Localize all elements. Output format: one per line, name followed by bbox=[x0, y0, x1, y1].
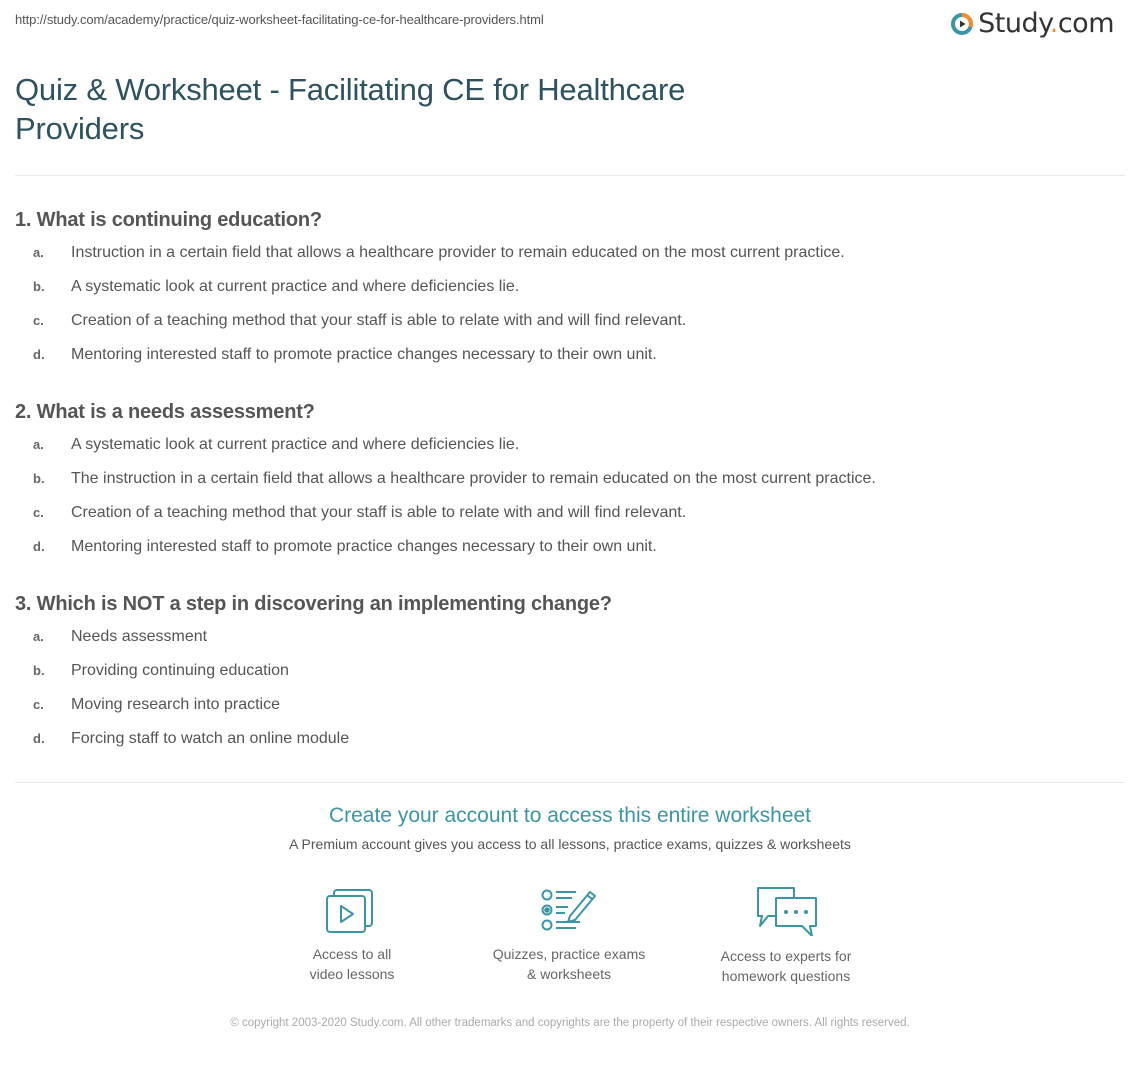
answer-text: Creation of a teaching method that your staff is able to relate with and will find relevant. bbox=[71, 312, 687, 329]
answer-text: The instruction in a certain field that allows a healthcare provider to remain educated on the most current practice. bbox=[71, 470, 876, 487]
feature-label-line1: Access to experts for bbox=[720, 948, 852, 964]
answer-letter: c. bbox=[33, 505, 44, 520]
question-3 bbox=[15, 592, 1125, 762]
chat-bubbles-icon bbox=[754, 886, 818, 936]
answer-option bbox=[15, 502, 1125, 536]
answer-text: Mentoring interested staff to promote practice changes necessary to their own unit. bbox=[71, 538, 657, 555]
answer-option bbox=[15, 276, 1125, 310]
video-lessons-icon bbox=[324, 886, 380, 934]
answer-option bbox=[15, 434, 1125, 468]
feature-quizzes bbox=[469, 886, 669, 984]
answer-letter: b. bbox=[33, 663, 45, 678]
answer-option bbox=[15, 344, 1125, 378]
answer-letter: a. bbox=[33, 629, 44, 644]
answer-letter: c. bbox=[33, 313, 44, 328]
answer-letter: a. bbox=[33, 437, 44, 452]
create-account-link[interactable]: Create your account to access this entire worksheet bbox=[328, 804, 812, 827]
question-title: 2. What is a needs assessment? bbox=[15, 401, 315, 423]
feature-label-line1: Access to all bbox=[312, 946, 392, 962]
answer-option bbox=[15, 694, 1125, 728]
answer-text: A systematic look at current practice and where deficiencies lie. bbox=[71, 278, 520, 295]
feature-experts bbox=[686, 886, 886, 986]
answer-letter: d. bbox=[33, 731, 45, 746]
promo-subtitle: A Premium account gives you access to all lessons, practice exams, quizzes & worksheets bbox=[289, 836, 851, 852]
feature-label-line2: & worksheets bbox=[526, 966, 612, 982]
answer-letter: d. bbox=[33, 347, 45, 362]
copyright-notice: © copyright 2003-2020 Study.com. All other trademarks and copyrights are the property of their respective owners. All rights reserved. bbox=[230, 1017, 910, 1029]
answer-option bbox=[15, 242, 1125, 276]
answer-option bbox=[15, 660, 1125, 694]
answer-letter: b. bbox=[33, 471, 45, 486]
answer-text: Providing continuing education bbox=[71, 662, 289, 679]
question-title: 3. Which is NOT a step in discovering an implementing change? bbox=[15, 593, 612, 615]
answer-letter: d. bbox=[33, 539, 45, 554]
logo-text: Study.com bbox=[978, 8, 1114, 39]
answer-text: Moving research into practice bbox=[71, 696, 280, 713]
question-title: 1. What is continuing education? bbox=[15, 209, 322, 231]
feature-label-line2: video lessons bbox=[309, 966, 395, 982]
divider bbox=[15, 175, 1125, 176]
answer-text: A systematic look at current practice and where deficiencies lie. bbox=[71, 436, 520, 453]
page-title: Quiz & Worksheet - Facilitating CE for Healthcare Providers bbox=[15, 72, 686, 146]
feature-video-lessons bbox=[252, 886, 452, 984]
answer-text: Creation of a teaching method that your staff is able to relate with and will find relevant. bbox=[71, 504, 687, 521]
answer-text: Mentoring interested staff to promote practice changes necessary to their own unit. bbox=[71, 346, 657, 363]
answer-text: Forcing staff to watch an online module bbox=[71, 730, 350, 747]
answer-option bbox=[15, 626, 1125, 660]
divider bbox=[15, 782, 1125, 783]
feature-label-line2: homework questions bbox=[721, 968, 851, 984]
question-2 bbox=[15, 400, 1125, 570]
answer-option bbox=[15, 310, 1125, 344]
answer-option bbox=[15, 468, 1125, 502]
answer-option bbox=[15, 536, 1125, 570]
quiz-checklist-icon bbox=[540, 886, 598, 934]
answer-option bbox=[15, 728, 1125, 762]
answer-letter: b. bbox=[33, 279, 45, 294]
play-circle-icon bbox=[950, 12, 974, 36]
answer-letter: a. bbox=[33, 245, 44, 260]
feature-label-line1: Quizzes, practice exams bbox=[492, 946, 646, 962]
study-logo[interactable] bbox=[950, 8, 1114, 39]
answer-text: Instruction in a certain field that allows a healthcare provider to remain educated on the most current practice. bbox=[71, 244, 845, 261]
answer-text: Needs assessment bbox=[71, 628, 208, 645]
question-1 bbox=[15, 208, 1125, 378]
answer-letter: c. bbox=[33, 697, 44, 712]
page-url: http://study.com/academy/practice/quiz-worksheet-facilitating-ce-for-healthcare-providers.html bbox=[15, 12, 544, 27]
